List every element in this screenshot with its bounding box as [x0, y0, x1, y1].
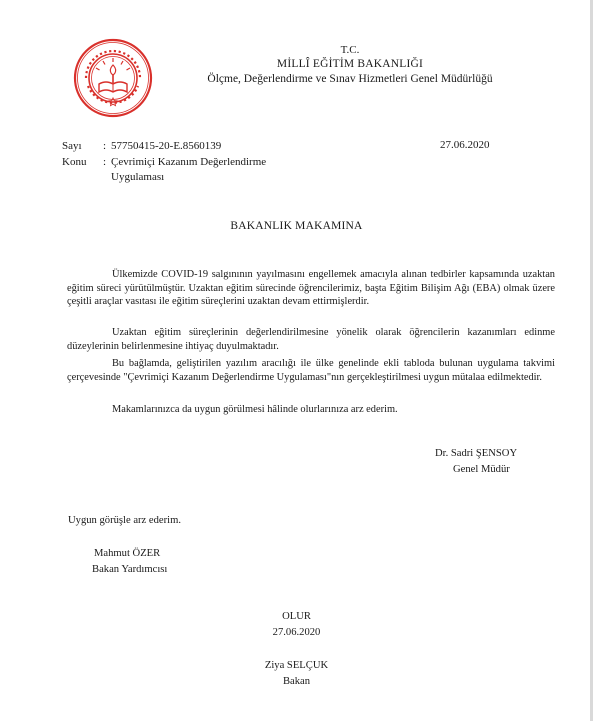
- konu-value-line1: Çevrimiçi Kazanım Değerlendirme: [111, 156, 267, 168]
- body-paragraph-1: Ülkemizde COVID-19 salgınının yayılmasını engellemek amacıyla alınan tedbirler kapsamında uzaktan eğitim süreci yürütülmüştür. Uzaktan eğitim sürecinde öğrencilerimiz, başta Eğitim Bilişim Ağı (EBA) olmak üzere çeşitli araçlar vasıtası ile eğitim süreçlerini uzaktan devam ettirmişlerdir.: [67, 269, 555, 307]
- document-title: BAKANLIK MAKAMINA: [230, 220, 363, 232]
- body-paragraph-3: Bu bağlamda, geliştirilen yazılım aracılığı ile ülke genelinde ekli tabloda bulunan uygulama takvimi çerçevesinde "Çevrimiçi Kazanım Değerlendirme Uygulaması"nın gerçekleştirilmesi uygun mütalaa edilmektedir.: [67, 358, 555, 383]
- signer2-name: Mahmut ÖZER: [94, 548, 161, 559]
- konu-label: Konu: [62, 156, 87, 168]
- sayi-value: 57750415-20-E.8560139: [111, 140, 222, 152]
- konu-colon: :: [103, 156, 107, 168]
- header-tc: T.C.: [340, 44, 360, 56]
- konu-value-line2: Uygulaması: [111, 171, 165, 183]
- signer3-name: Ziya SELÇUK: [264, 660, 329, 671]
- signer3-title: Bakan: [282, 676, 311, 687]
- approval-text: Uygun görüşle arz ederim.: [68, 515, 181, 526]
- sayi-label: Sayı: [62, 140, 82, 152]
- body-paragraph-2: Uzaktan eğitim süreçlerinin değerlendirilmesine yönelik olarak öğrencilerin kazanımları edinme düzeylerinin belirlenmesine ihtiyaç duyulmaktadır.: [67, 327, 555, 352]
- header-directorate: Ölçme, Değerlendirme ve Sınav Hizmetleri Genel Müdürlüğü: [207, 73, 493, 85]
- sayi-colon: :: [103, 140, 107, 152]
- body-paragraph-4: Makamlarınızca da uygun görülmesi hâlinde olurlarınıza arz ederim.: [112, 404, 398, 415]
- olur-date: 27.06.2020: [272, 627, 321, 638]
- signer1-title: Genel Müdür: [453, 464, 510, 475]
- signer1-name: Dr. Sadri ŞENSOY: [435, 448, 518, 459]
- olur-label: OLUR: [282, 611, 311, 622]
- header-ministry: MİLLÎ EĞİTİM BAKANLIĞI: [276, 58, 424, 70]
- signer2-title: Bakan Yardımcısı: [92, 564, 168, 575]
- document-date: 27.06.2020: [440, 139, 490, 151]
